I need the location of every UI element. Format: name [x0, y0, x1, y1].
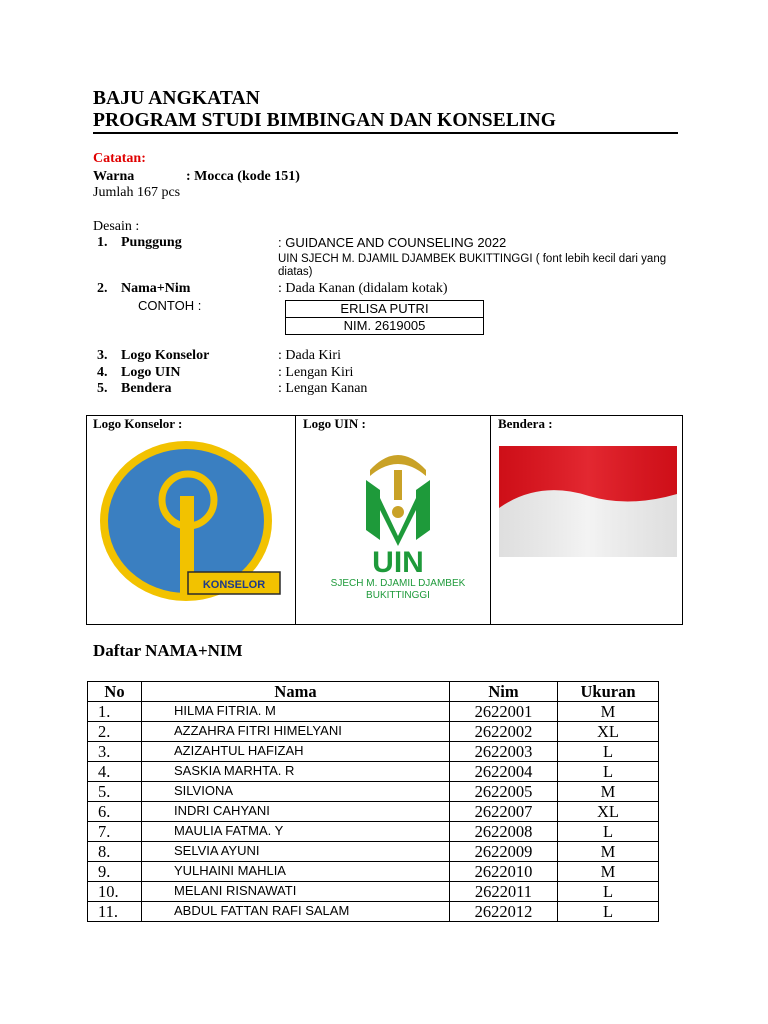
logo-table-divider	[295, 415, 296, 625]
header-nim: Nim	[450, 682, 558, 702]
table-row	[88, 882, 659, 902]
desain-item-value: : GUIDANCE AND COUNSELING 2022	[278, 235, 507, 250]
cell-ukuran: XL	[558, 722, 659, 742]
jumlah-text: Jumlah 167 pcs	[93, 185, 181, 200]
header-nama: Nama	[142, 682, 450, 702]
daftar-title: Daftar NAMA+NIM	[93, 641, 243, 660]
cell-nim: 2622004	[450, 762, 558, 782]
desain-item-num: 1.	[97, 235, 108, 250]
desain-item-num: 2.	[97, 281, 108, 296]
cell-nama: ABDUL FATTAN RAFI SALAM	[142, 902, 450, 922]
indonesia-flag-icon	[499, 446, 677, 557]
uin-logo-subtext: BUKITTINGGI	[366, 590, 430, 601]
cell-ukuran: L	[558, 742, 659, 762]
table-row	[88, 702, 659, 722]
cell-ukuran: M	[558, 842, 659, 862]
desain-item-label: Bendera	[121, 381, 172, 396]
warna-label: Warna	[93, 169, 135, 184]
header-no: No	[88, 682, 142, 702]
cell-ukuran: L	[558, 902, 659, 922]
contoh-name-box	[285, 300, 484, 318]
contoh-nim: NIM. 2619005	[343, 318, 426, 333]
cell-nama: HILMA FITRIA. M	[142, 702, 450, 722]
cell-no: 1.	[88, 702, 142, 722]
logo-uin-label: Logo UIN :	[303, 416, 366, 431]
title-divider	[93, 132, 678, 134]
header-ukuran: Ukuran	[558, 682, 659, 702]
cell-no: 3.	[88, 742, 142, 762]
catatan-label: Catatan:	[93, 151, 146, 166]
cell-nama: MAULIA FATMA. Y	[142, 822, 450, 842]
cell-ukuran: L	[558, 882, 659, 902]
warna-value: : Mocca (kode 151)	[186, 169, 300, 184]
desain-item-note: UIN SJECH M. DJAMIL DJAMBEK BUKITTINGGI ( font lebih kecil dari yang diatas)	[278, 253, 667, 278]
konselor-logo-text: KONSELOR	[202, 579, 266, 591]
desain-item-value: : Dada Kanan (didalam kotak)	[278, 281, 448, 296]
desain-item-value: : Dada Kiri	[278, 348, 341, 363]
cell-nim: 2622011	[450, 882, 558, 902]
cell-nim: 2622002	[450, 722, 558, 742]
cell-ukuran: XL	[558, 802, 659, 822]
cell-nim: 2622009	[450, 842, 558, 862]
table-row	[88, 782, 659, 802]
table-row	[88, 902, 659, 922]
cell-nama: INDRI CAHYANI	[142, 802, 450, 822]
cell-nama: SASKIA MARHTA. R	[142, 762, 450, 782]
table-row	[88, 822, 659, 842]
table-row	[88, 722, 659, 742]
desain-item-num: 5.	[97, 381, 108, 396]
cell-nim: 2622001	[450, 702, 558, 722]
cell-nim: 2622007	[450, 802, 558, 822]
logo-konselor-label: Logo Konselor :	[93, 416, 183, 431]
cell-nama: SELVIA AYUNI	[142, 842, 450, 862]
cell-ukuran: L	[558, 822, 659, 842]
konselor-logo-icon	[96, 438, 286, 608]
desain-item-value: : Lengan Kiri	[278, 365, 354, 380]
cell-nim: 2622005	[450, 782, 558, 802]
desain-item-label: Logo Konselor	[121, 348, 210, 363]
cell-nama: AZZAHRA FITRI HIMELYANI	[142, 722, 450, 742]
cell-nim: 2622012	[450, 902, 558, 922]
cell-no: 6.	[88, 802, 142, 822]
table-row	[88, 762, 659, 782]
desain-item-label: Logo UIN	[121, 365, 181, 380]
cell-nama: SILVIONA	[142, 782, 450, 802]
desain-item-num: 3.	[97, 348, 108, 363]
bendera-label: Bendera :	[498, 416, 553, 431]
cell-ukuran: L	[558, 762, 659, 782]
desain-item-label: Punggung	[121, 235, 182, 250]
desain-item-value: : Lengan Kanan	[278, 381, 368, 396]
cell-no: 10.	[88, 882, 142, 902]
table-row	[88, 842, 659, 862]
cell-no: 9.	[88, 862, 142, 882]
desain-item-label: Nama+Nim	[121, 281, 191, 296]
cell-nama: AZIZAHTUL HAFIZAH	[142, 742, 450, 762]
table-header-row	[88, 682, 659, 702]
cell-no: 8.	[88, 842, 142, 862]
table-row	[88, 802, 659, 822]
cell-nama: YULHAINI MAHLIA	[142, 862, 450, 882]
cell-nama: MELANI RISNAWATI	[142, 882, 450, 902]
uin-logo-text: UIN	[372, 546, 424, 579]
cell-nim: 2622010	[450, 862, 558, 882]
table-row	[88, 862, 659, 882]
uin-logo-icon	[310, 440, 486, 605]
desain-label: Desain :	[93, 219, 140, 234]
cell-nim: 2622003	[450, 742, 558, 762]
cell-no: 5.	[88, 782, 142, 802]
cell-ukuran: M	[558, 702, 659, 722]
contoh-label: CONTOH :	[138, 298, 202, 313]
cell-no: 4.	[88, 762, 142, 782]
cell-ukuran: M	[558, 782, 659, 802]
cell-no: 7.	[88, 822, 142, 842]
logo-table-divider	[490, 415, 491, 625]
contoh-nim-box	[285, 317, 484, 335]
names-table	[87, 681, 659, 922]
cell-nim: 2622008	[450, 822, 558, 842]
cell-ukuran: M	[558, 862, 659, 882]
table-row	[88, 742, 659, 762]
desain-item-num: 4.	[97, 365, 108, 380]
page-subtitle: PROGRAM STUDI BIMBINGAN DAN KONSELING	[93, 110, 557, 131]
uin-logo-subtext: SJECH M. DJAMIL DJAMBEK	[330, 578, 466, 589]
cell-no: 2.	[88, 722, 142, 742]
cell-no: 11.	[88, 902, 142, 922]
contoh-name: ERLISA PUTRI	[340, 301, 429, 316]
page-title: BAJU ANGKATAN	[93, 88, 260, 109]
